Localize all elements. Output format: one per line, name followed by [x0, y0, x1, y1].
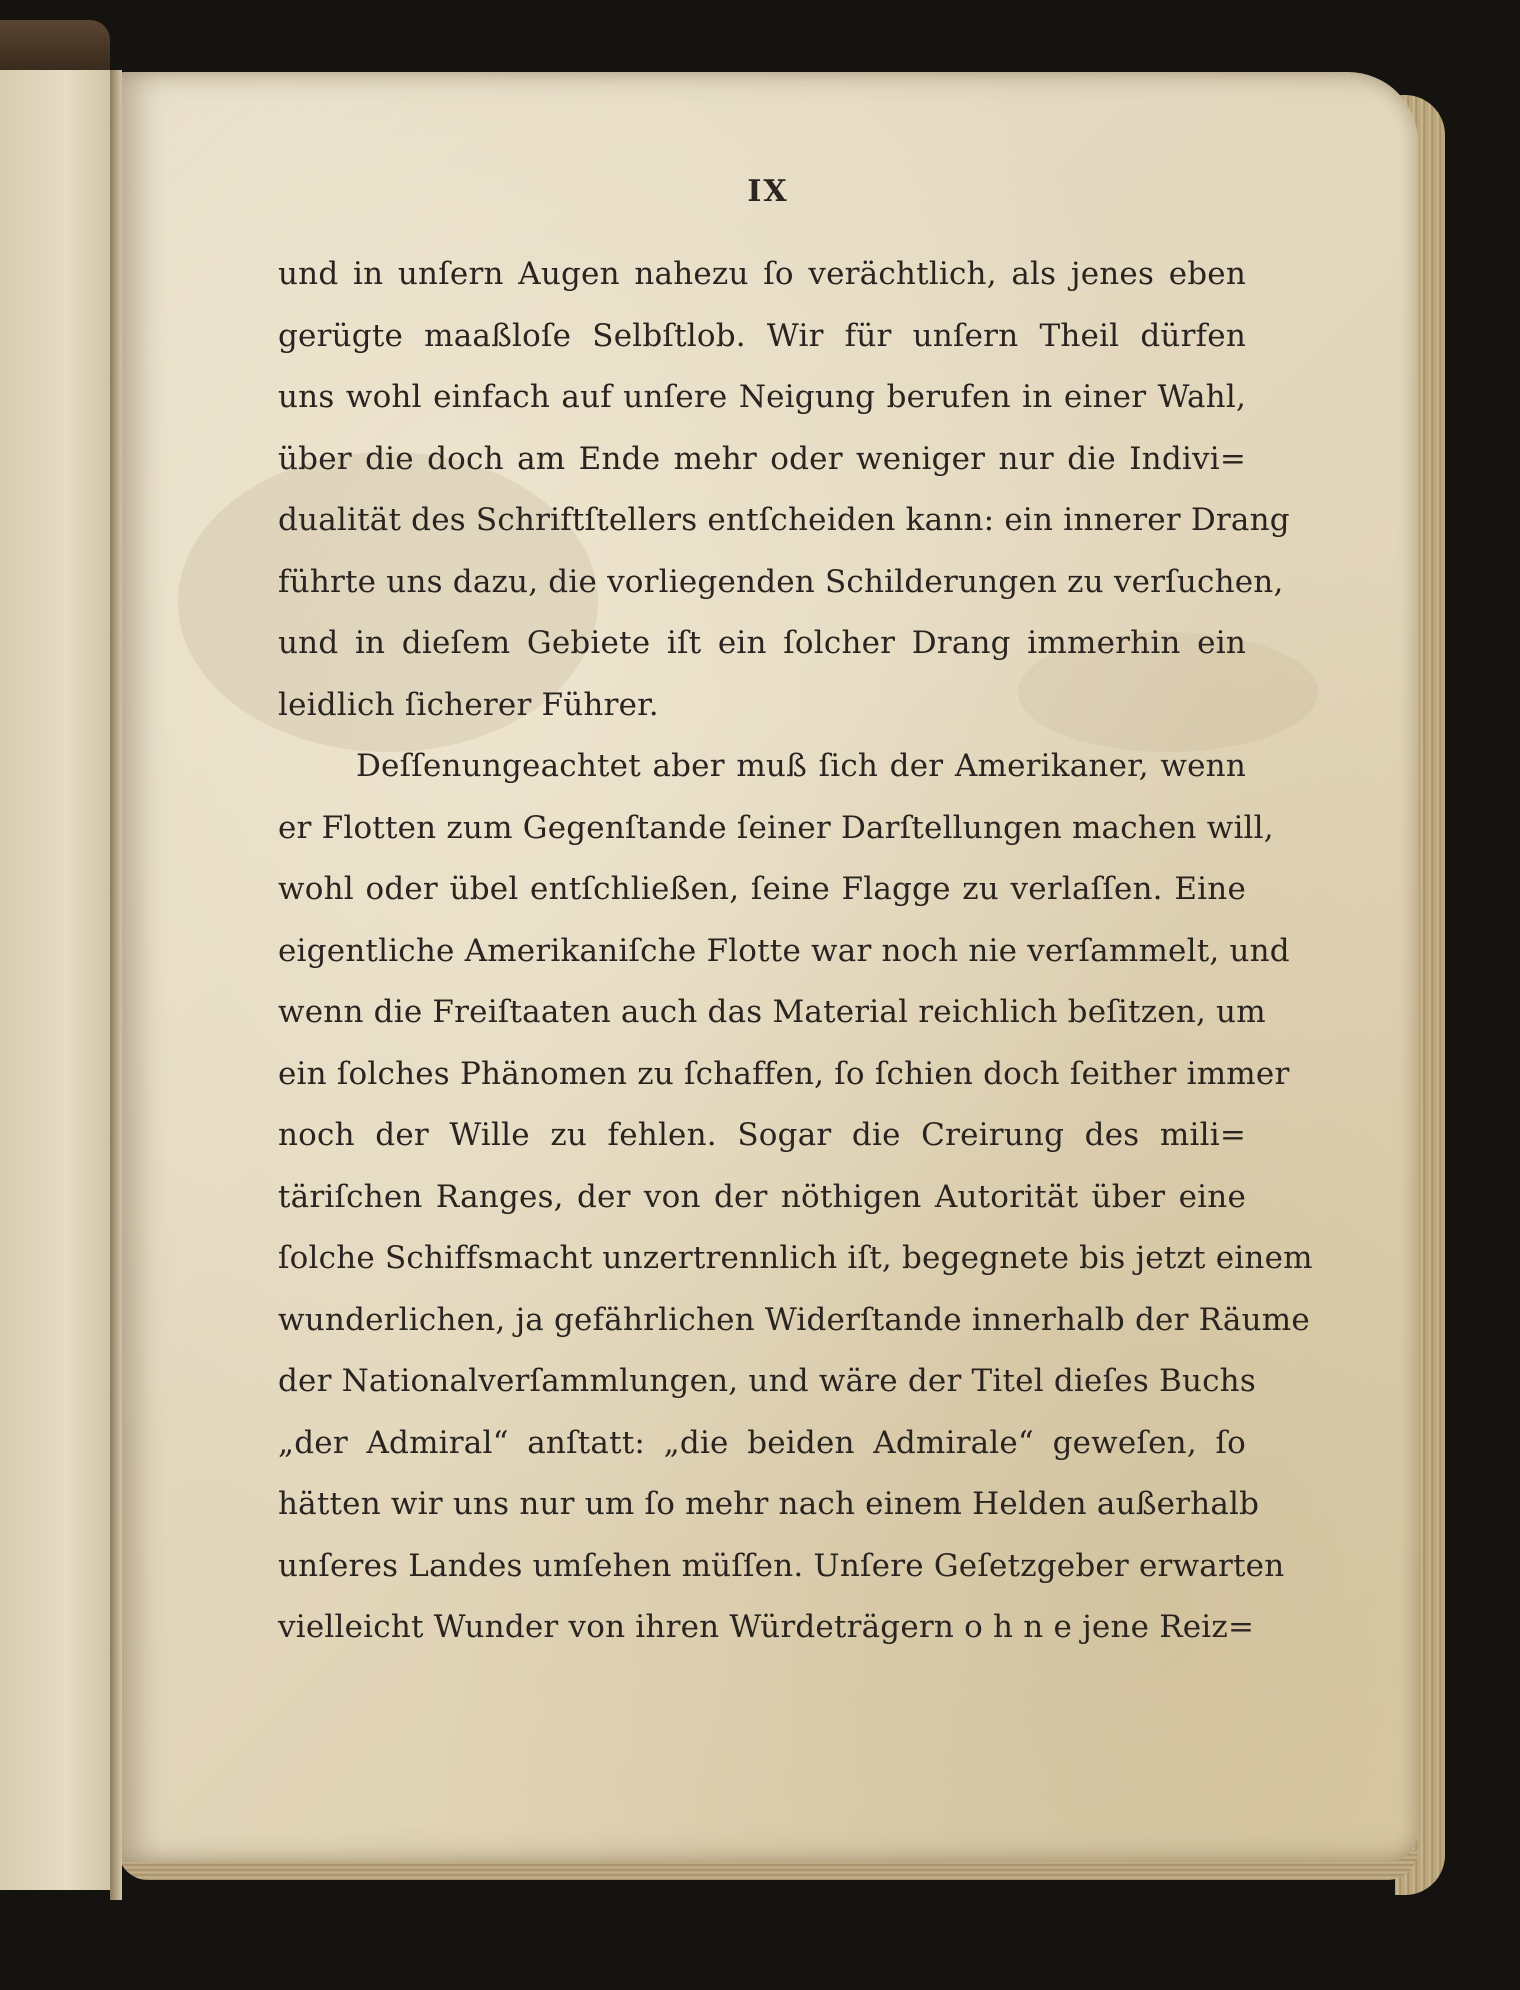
- text-line: dualität des Schriftſtellers entſcheiden kann: ein innerer Drang: [278, 502, 1290, 538]
- paragraph-start-line: Deſſenungeachtet aber muß ſich der Amerikaner, wenn: [356, 748, 1246, 784]
- text-line: ſolche Schiffsmacht unzertrennlich iſt, begegnete bis jetzt einem: [278, 1240, 1313, 1276]
- text-line: uns wohl einfach auf unſere Neigung berufen in einer Wahl,: [278, 379, 1246, 415]
- text-line: ein ſolches Phänomen zu ſchaffen, ſo ſchien doch ſeither immer: [278, 1055, 1290, 1092]
- page-number: IX: [747, 174, 789, 209]
- text-line: führte uns dazu, die vorliegenden Schilderungen zu verſuchen,: [278, 563, 1284, 600]
- text-line: und in dieſem Gebiete iſt ein ſolcher Drang immerhin ein: [278, 625, 1246, 661]
- text-line: gerügte maaßloſe Selbſtlob. Wir für unſern Theil dürfen: [278, 317, 1246, 354]
- text-line: leidlich ſicherer Führer.: [278, 686, 659, 723]
- right-page: [118, 72, 1418, 1862]
- text-line: wenn die Freiſtaaten auch das Material reichlich beſitzen, um: [278, 994, 1266, 1030]
- left-page-edge: [0, 70, 120, 1890]
- text-line: der Nationalverſammlungen, und wäre der Titel dieſes Buchs: [278, 1363, 1256, 1399]
- text-line: er Flotten zum Gegenſtande ſeiner Darſtellungen machen will,: [278, 809, 1274, 846]
- text-line: eigentliche Amerikaniſche Flotte war noch nie verſammelt, und: [278, 932, 1290, 969]
- text-line: unſeres Landes umſehen müſſen. Unſere Geſetzgeber erwarten: [278, 1547, 1285, 1584]
- book-gutter: [110, 70, 122, 1900]
- text-line: hätten wir uns nur um ſo mehr nach einem Helden außerhalb: [278, 1486, 1260, 1522]
- text-line: noch der Wille zu fehlen. Sogar die Creirung des mili=: [278, 1117, 1246, 1153]
- text-line: wohl oder übel entſchließen, ſeine Flagge zu verlaſſen. Eine: [278, 871, 1246, 907]
- text-line: wunderlichen, ja gefährlichen Widerſtande innerhalb der Räume: [278, 1301, 1310, 1338]
- text-line: „der Admiral“ anſtatt: „die beiden Admirale“ geweſen, ſo: [278, 1424, 1246, 1461]
- text-line: über die doch am Ende mehr oder weniger nur die Indivi=: [278, 440, 1246, 477]
- page-body: [278, 244, 1313, 1659]
- text-line: täriſchen Ranges, der von der nöthigen Autorität über eine: [278, 1178, 1246, 1215]
- text-line: und in unſern Augen nahezu ſo verächtlich, als jenes eben: [278, 256, 1246, 292]
- text-line: vielleicht Wunder von ihren Würdeträgern o h n e jene Reiz=: [278, 1609, 1255, 1645]
